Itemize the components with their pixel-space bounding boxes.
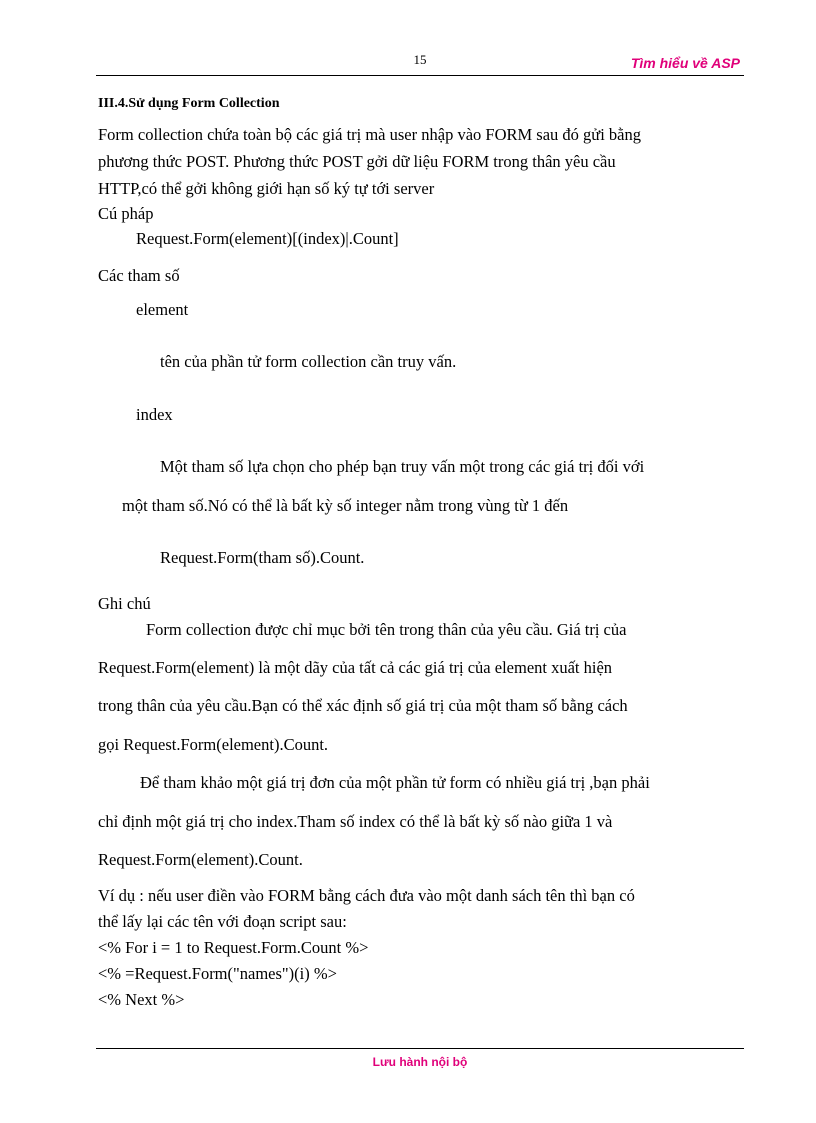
param-description: Request.Form(tham số).Count. [160, 548, 365, 567]
code-line: <% Next %> [98, 990, 185, 1009]
section-heading: III.4.Sử dụng Form Collection [98, 96, 280, 111]
header-rule [96, 75, 744, 76]
code-line: <% For i = 1 to Request.Form.Count %> [98, 938, 369, 957]
body-line: gọi Request.Form(element).Count. [98, 735, 329, 754]
body-line: Ghi chú [98, 594, 151, 613]
body-line: Form collection chứa toàn bộ các giá trị mà user nhập vào FORM sau đó gửi bằng [98, 125, 642, 144]
param-name: index [136, 405, 173, 424]
param-name: element [136, 300, 189, 319]
param-description: Một tham số lựa chọn cho phép bạn truy vấn một trong các giá trị đối với [160, 457, 645, 476]
body-line: HTTP,có thể gởi không giới hạn số ký tự tới server [98, 179, 435, 198]
param-description: một tham số.Nó có thể là bất kỳ số integer nằm trong vùng từ 1 đến [122, 496, 569, 515]
body-line: thể lấy lại các tên với đoạn script sau: [98, 912, 347, 931]
body-line: Để tham khảo một giá trị đơn của một phần tử form có nhiều giá trị ,bạn phải [140, 773, 650, 792]
body-line: Ví dụ : nếu user điền vào FORM bằng cách đưa vào một danh sách tên thì bạn có [98, 886, 635, 905]
footer-text: Lưu hành nội bộ [372, 1055, 468, 1069]
page-number: 15 [413, 52, 427, 67]
body-line: Request.Form(element) là một dãy của tất cả các giá trị của element xuất hiện [98, 658, 613, 677]
param-description: tên của phần tử form collection cần truy vấn. [160, 352, 457, 371]
footer-rule [96, 1048, 744, 1049]
body-line: Form collection được chỉ mục bởi tên trong thân của yêu cầu. Giá trị của [146, 620, 627, 639]
body-line: phương thức POST. Phương thức POST gởi dữ liệu FORM trong thân yêu cầu [98, 152, 616, 171]
body-line: chỉ định một giá trị cho index.Tham số index có thể là bất kỳ số nào giữa 1 và [98, 812, 613, 831]
code-line: <% =Request.Form("names")(i) %> [98, 964, 337, 983]
body-line: trong thân của yêu cầu.Bạn có thể xác định số giá trị của một tham số bằng cách [98, 696, 628, 715]
header-title: Tìm hiểu về ASP [630, 55, 740, 71]
syntax-line: Request.Form(element)[(index)|.Count] [136, 229, 399, 248]
body-line: Các tham số [98, 266, 180, 285]
body-line: Cú pháp [98, 204, 154, 223]
body-line: Request.Form(element).Count. [98, 850, 303, 869]
